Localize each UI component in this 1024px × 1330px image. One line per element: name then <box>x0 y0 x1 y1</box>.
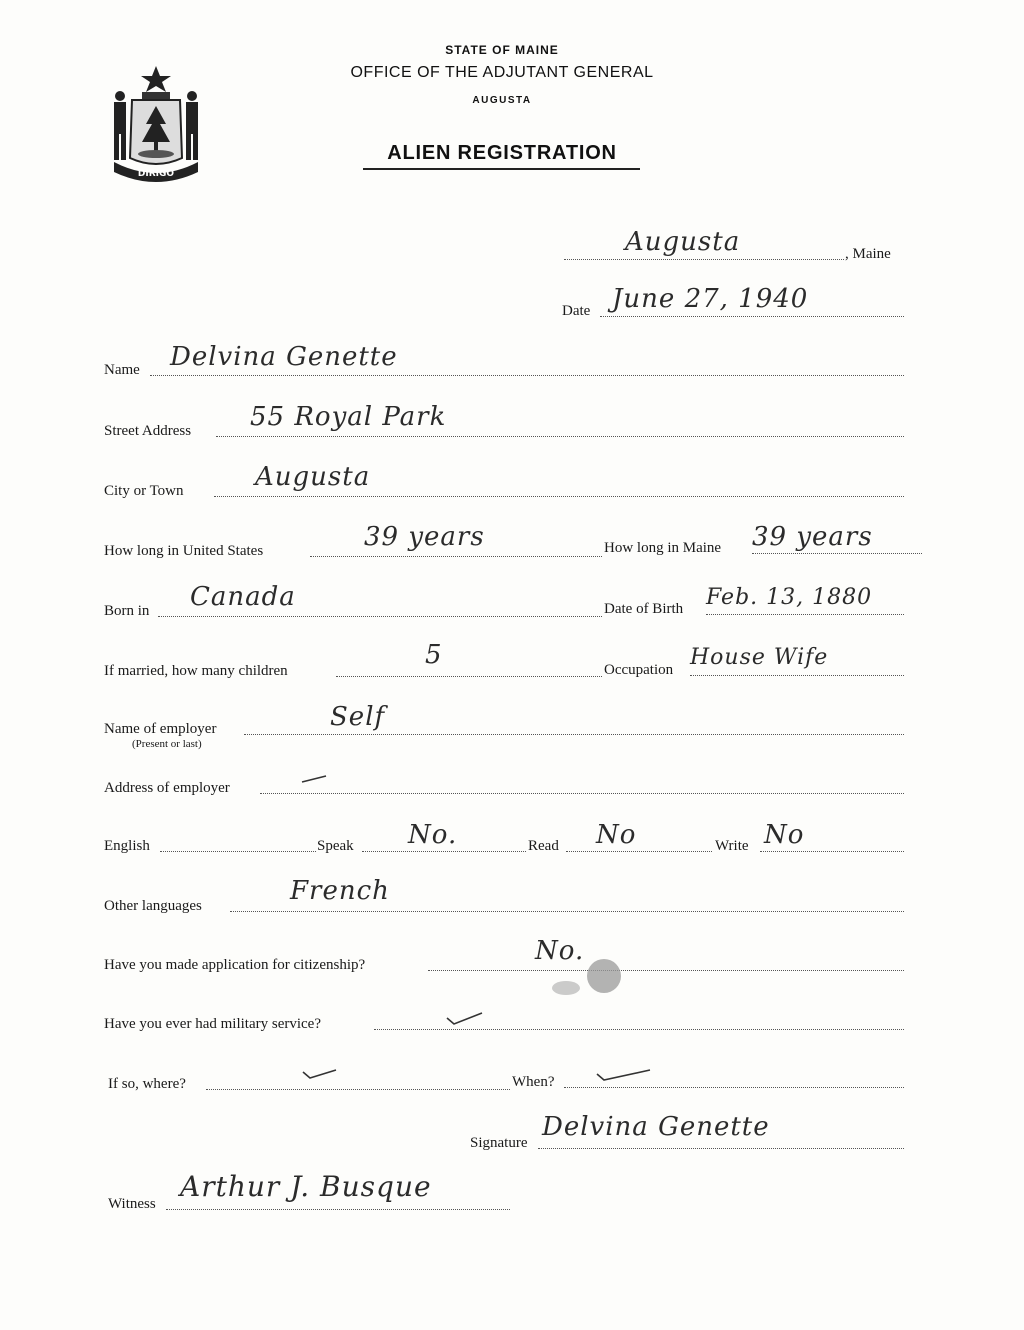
dob-line <box>706 614 904 615</box>
city-entry: Augusta <box>255 462 371 492</box>
citizenship-entry: No. <box>535 936 585 966</box>
dash-mark-icon <box>594 1066 654 1084</box>
english-label: English <box>104 838 150 854</box>
english-line <box>160 851 316 852</box>
name-entry: Delvina Genette <box>170 342 398 372</box>
speak-entry: No. <box>408 820 458 850</box>
read-entry: No <box>596 820 637 850</box>
citizenship-label: Have you made application for citizenship? <box>104 957 366 973</box>
street-line <box>216 436 904 437</box>
how-long-us-label: How long in United States <box>104 543 264 559</box>
witness-line <box>166 1209 510 1210</box>
children-label: If married, how many children <box>104 663 288 679</box>
how-long-maine-label: How long in Maine <box>604 540 722 556</box>
date-entry: June 27, 1940 <box>612 284 809 314</box>
employer-line <box>244 734 904 735</box>
date-label: Date <box>562 303 591 319</box>
children-entry: 5 <box>425 640 443 670</box>
children-line <box>336 676 602 677</box>
name-line <box>150 375 904 376</box>
how-long-us-entry: 39 years <box>364 522 485 552</box>
occupation-entry: House Wife <box>690 645 829 670</box>
form-title: ALIEN REGISTRATION <box>387 142 617 164</box>
military-label: Have you ever had military service? <box>104 1016 321 1032</box>
dash-mark-icon <box>444 1010 486 1028</box>
name-label: Name <box>104 362 140 378</box>
signature-entry: Delvina Genette <box>542 1112 770 1142</box>
dob-entry: Feb. 13, 1880 <box>706 585 873 610</box>
other-languages-entry: French <box>290 876 390 906</box>
military-line <box>374 1029 904 1030</box>
witness-label: Witness <box>108 1196 156 1212</box>
seal-motto: DIRIGO <box>137 169 175 179</box>
title-underline <box>363 168 640 170</box>
how-long-maine-entry: 39 years <box>752 522 873 552</box>
other-languages-line <box>230 911 904 912</box>
where-label: If so, where? <box>108 1076 186 1092</box>
when-line <box>564 1087 904 1088</box>
signature-line <box>538 1148 904 1149</box>
employer-entry: Self <box>330 702 386 732</box>
how-long-maine-line <box>752 553 922 554</box>
city-line <box>214 496 904 497</box>
street-label: Street Address <box>104 423 192 439</box>
write-entry: No <box>764 820 805 850</box>
write-line <box>760 851 904 852</box>
date-line <box>600 316 904 317</box>
how-long-us-line <box>310 556 602 557</box>
city-label: City or Town <box>104 483 184 499</box>
occupation-line <box>690 675 904 676</box>
header-city: AUGUSTA <box>472 95 532 106</box>
street-entry: 55 Royal Park <box>250 402 447 432</box>
born-in-entry: Canada <box>190 582 296 612</box>
born-in-label: Born in <box>104 603 150 619</box>
occupation-label: Occupation <box>604 662 674 678</box>
when-label: When? <box>512 1074 555 1090</box>
dash-mark-icon <box>300 772 330 786</box>
speak-label: Speak <box>317 838 354 854</box>
employer-address-label: Address of employer <box>104 780 230 796</box>
ink-stain-icon <box>548 958 628 1000</box>
employer-address-line <box>260 793 904 794</box>
employer-label: Name of employer <box>104 721 217 737</box>
header-office: OFFICE OF THE ADJUTANT GENERAL <box>350 64 654 81</box>
read-line <box>566 851 712 852</box>
employer-sublabel: (Present or last) <box>132 738 202 750</box>
read-label: Read <box>528 838 559 854</box>
citizenship-line <box>428 970 904 971</box>
town-line <box>564 259 844 260</box>
where-line <box>206 1089 510 1090</box>
town-entry: Augusta <box>625 227 741 257</box>
dob-label: Date of Birth <box>604 601 684 617</box>
born-in-line <box>158 616 602 617</box>
other-languages-label: Other languages <box>104 898 202 914</box>
witness-entry: Arthur J. Busque <box>180 1170 432 1203</box>
write-label: Write <box>715 838 749 854</box>
header-state: STATE OF MAINE <box>445 43 559 57</box>
signature-label: Signature <box>470 1135 528 1151</box>
maine-label: , Maine <box>845 246 891 262</box>
speak-line <box>362 851 526 852</box>
dash-mark-icon <box>300 1066 340 1084</box>
